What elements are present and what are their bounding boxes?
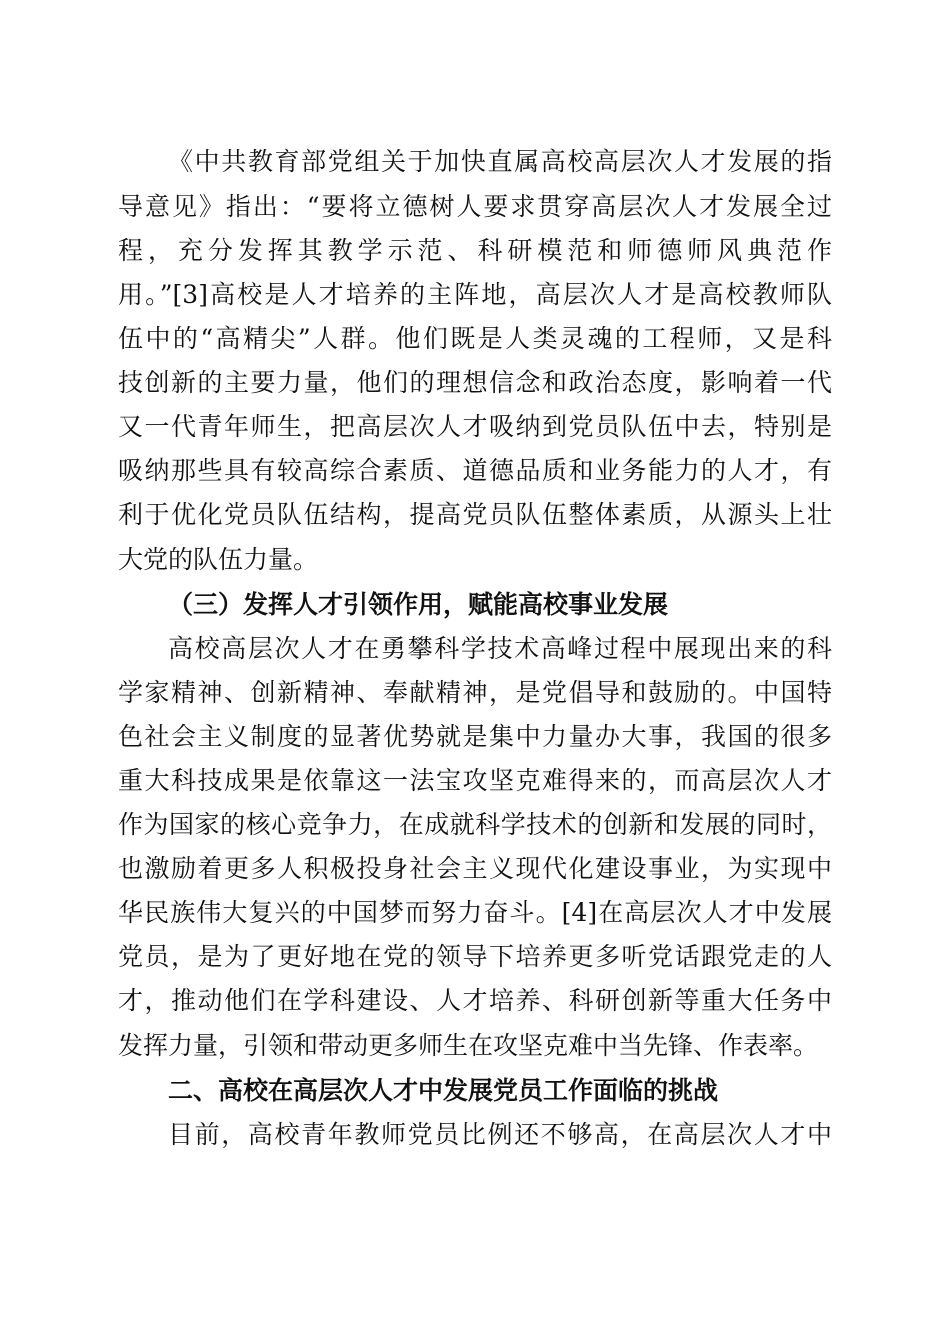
paragraph-2-line-9: 才，推动他们在学科建设、人才培养、科研创新等重大任务中	[118, 986, 832, 1015]
paragraph-2-line-7: 华民族伟大复兴的中国梦而努力奋斗。[4]在高层次人才中发展	[118, 898, 832, 927]
paragraph-1-line-10: 大党的队伍力量。	[118, 545, 319, 574]
section-subheading: （三）发挥人才引领作用，赋能高校事业发展	[168, 590, 669, 619]
paragraph-2-line-2: 学家精神、创新精神、奉献精神，是党倡导和鼓励的。中国特	[118, 678, 832, 707]
paragraph-1-line-7: 又一代青年师生，把高层次人才吸纳到党员队伍中去，特别是	[118, 412, 832, 441]
paragraph-1-line-9: 利于优化党员队伍结构，提高党员队伍整体素质，从源头上壮	[118, 500, 832, 529]
paragraph-2-line-4: 重大科技成果是依靠这一法宝攻坚克难得来的，而高层次人才	[118, 766, 832, 795]
paragraph-1-line-6: 技创新的主要力量，他们的理想信念和政治态度，影响着一代	[118, 368, 832, 397]
paragraph-2-line-5: 作为国家的核心竞争力，在成就科学技术的创新和发展的同时，	[118, 810, 832, 839]
section-heading: 二、高校在高层次人才中发展党员工作面临的挑战	[168, 1076, 719, 1105]
paragraph-2-line-1: 高校高层次人才在勇攀科学技术高峰过程中展现出来的科	[168, 634, 832, 663]
paragraph-1-line-4: 用。”[3]高校是人才培养的主阵地，高层次人才是高校教师队	[118, 280, 832, 309]
paragraph-2-line-3: 色社会主义制度的显著优势就是集中力量办大事，我国的很多	[118, 722, 832, 751]
paragraph-1-line-1: 《中共教育部党组关于加快直属高校高层次人才发展的指	[168, 147, 832, 176]
paragraph-2-line-10: 发挥力量，引领和带动更多师生在攻坚克难中当先锋、作表率。	[118, 1031, 819, 1060]
paragraph-1-line-3: 程，充分发挥其教学示范、科研模范和师德师风典范作	[118, 236, 832, 265]
paragraph-1-line-2: 导意见》指出：“要将立德树人要求贯穿高层次人才发展全过	[118, 192, 832, 221]
paragraph-2-line-6: 也激励着更多人积极投身社会主义现代化建设事业，为实现中	[118, 854, 832, 883]
paragraph-3-line-1: 目前，高校青年教师党员比例还不够高，在高层次人才中	[168, 1120, 832, 1149]
paragraph-1-line-8: 吸纳那些具有较高综合素质、道德品质和业务能力的人才，有	[118, 456, 832, 485]
paragraph-2-line-8: 党员，是为了更好地在党的领导下培养更多听党话跟党走的人	[118, 942, 832, 971]
paragraph-1-line-5: 伍中的“高精尖”人群。他们既是人类灵魂的工程师，又是科	[118, 324, 832, 353]
